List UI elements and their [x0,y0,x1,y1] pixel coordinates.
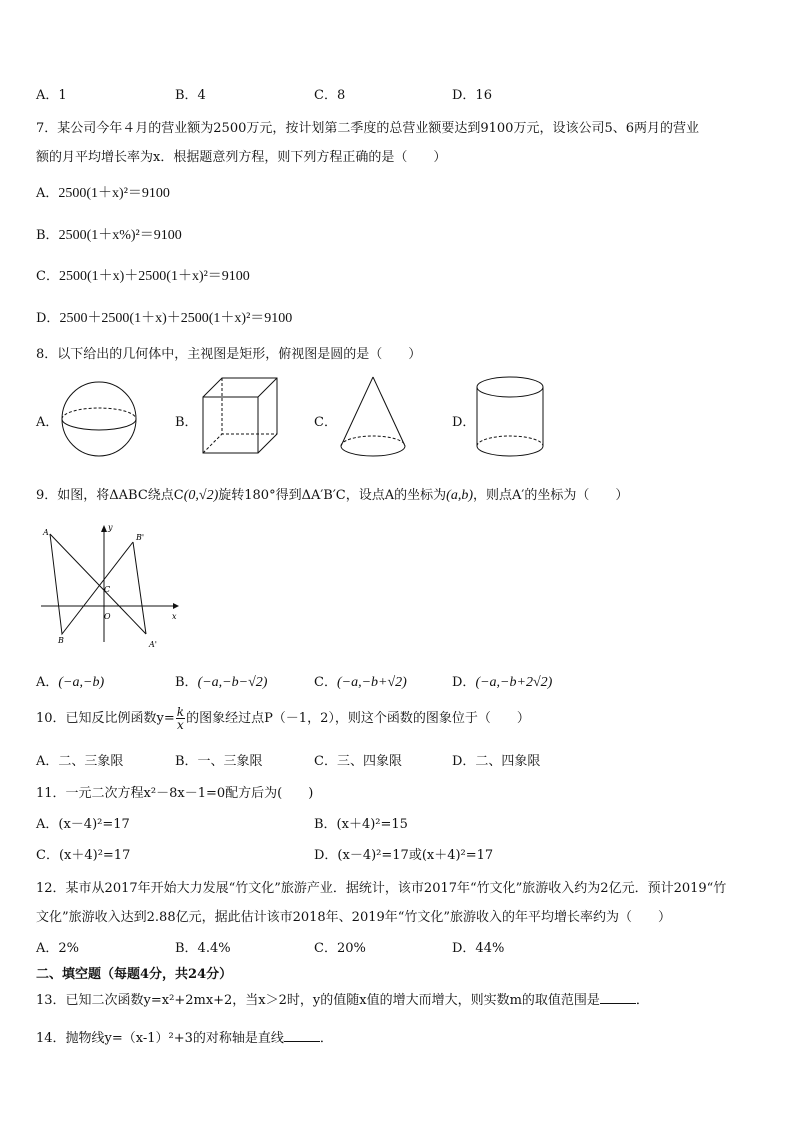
q8-option-d-label: D． [452,415,476,430]
fig-label-b-prime: B' [136,533,145,542]
q7-stem-line2: 额的月平均增长率为x．根据题意列方程，则下列方程正确的是（ ） [36,150,447,165]
q7-option-c-expr: 2500(1＋x)＋2500(1＋x)²＝9100 [58,269,250,284]
q12-stem-line1: 12．某市从2017年开始大力发展“竹文化”旅游产业．据统计，该市2017年“竹文化”旅游收入约为2亿元．预计2019“竹 [36,881,727,896]
q11-option-d: D．(x－4)²=17或(x＋4)²=17 [314,848,494,863]
q9-stem: 9．如图，将ΔABC绕点C(0,√2)旋转180°得到ΔA′B′C，设点A的坐标为(a,b)，则点A′的坐标为（ ） [36,488,629,503]
q9-point-a: (a,b) [446,488,473,503]
q13-stem: 13．已知二次函数y=x²+2mx+2，当x＞2时，y的值随x值的增大而增大，则实数m的取值范围是 ． [36,993,649,1008]
q6-option-a: A．1 [36,88,67,103]
q9-option-d-expr: (−a,−b+2√2) [475,675,553,690]
q9-option-c-expr: (−a,−b+√2) [336,675,407,690]
q6-option-c: C．8 [314,88,346,103]
q9-option-d: D．(−a,−b+2√2) [452,675,553,690]
q14-stem: 14．抛物线y=（x-1）²+3的对称轴是直线 ． [36,1031,333,1046]
q10-option-c: C．三、四象限 [314,754,402,769]
q8-option-a-label: A． [36,415,59,430]
q9-option-a: A．(−a,−b) [36,675,105,690]
cube-figure [200,375,280,460]
q12-stem-line2: 文化”旅游收入达到2.88亿元，据此估计该市2018年、2019年“竹文化”旅游收入的年平均增长率约为（ ） [36,910,672,925]
q6-option-d: D．16 [452,88,492,103]
fig-label-a-prime: A' [149,640,157,649]
q7-option-b: B．2500(1＋x%)²＝9100 [36,228,182,243]
q11-option-a: A．(x－4)²=17 [36,817,130,832]
q10-option-d: D．二、四象限 [452,754,541,769]
fig-label-b: B [58,636,64,645]
q7-option-a-expr: 2500(1＋x)²＝9100 [58,186,170,201]
q8-stem: 8．以下给出的几何体中，主视图是矩形，俯视图是圆的是（ ） [36,347,422,362]
q9-coordinate-figure [38,522,183,652]
q13-answer-blank[interactable] [600,991,636,1004]
q8-option-c-label: C． [314,415,337,430]
cylinder-figure [474,374,549,464]
q9-option-b: B．(−a,−b−√2) [175,675,268,690]
q10-fraction: $\frac{k}{x}$ [176,705,185,732]
q14-answer-blank[interactable] [284,1029,320,1042]
q7-stem-line1: 7．某公司今年４月的营业额为2500万元，按计划第二季度的总营业额要达到9100万元，设该公司5、6两月的营业 [36,121,699,136]
sphere-figure [60,380,140,460]
fig-label-x: x [172,612,177,621]
q10-stem: 10．已知反比例函数y= $\frac{k}{x}$ 的图象经过点P（－1，2），则这个函数的图象位于（ ） [36,705,530,732]
section-fill-in-heading: 二、填空题（每题4分，共24分） [36,967,233,982]
q10-option-a: A．二、三象限 [36,754,124,769]
q9-option-a-expr: (−a,−b) [58,675,105,690]
q12-option-c: C．20% [314,941,366,956]
q9-option-c: C．(−a,−b+√2) [314,675,407,690]
q6-option-b: B．4 [175,88,206,103]
q7-option-c: C．2500(1＋x)＋2500(1＋x)²＝9100 [36,269,250,284]
q12-option-a: A．2% [36,941,80,956]
fig-label-c: C [104,585,111,594]
q7-option-b-expr: 2500(1＋x%)²＝9100 [58,228,182,243]
fig-label-o: O [104,612,111,621]
q7-option-d: D．2500＋2500(1＋x)＋2500(1＋x)²＝9100 [36,311,293,326]
q10-option-b: B．一、三象限 [175,754,263,769]
q12-option-d: D．44% [452,941,505,956]
fig-label-y: y [108,523,113,532]
cone-figure [338,374,410,464]
q12-option-b: B．4.4% [175,941,231,956]
q9-option-b-expr: (−a,−b−√2) [197,675,268,690]
fig-label-a: A [43,528,49,537]
q11-option-c: C．(x＋4)²=17 [36,848,131,863]
q7-option-d-expr: 2500＋2500(1＋x)＋2500(1＋x)²＝9100 [59,311,293,326]
q11-stem: 11．一元二次方程x²－8x－1=0配方后为( ) [36,786,314,801]
q8-option-b-label: B． [175,415,198,430]
q9-point-c: (0,√2) [183,488,219,503]
q7-option-a: A．2500(1＋x)²＝9100 [36,186,170,201]
q11-option-b: B．(x＋4)²=15 [314,817,408,832]
